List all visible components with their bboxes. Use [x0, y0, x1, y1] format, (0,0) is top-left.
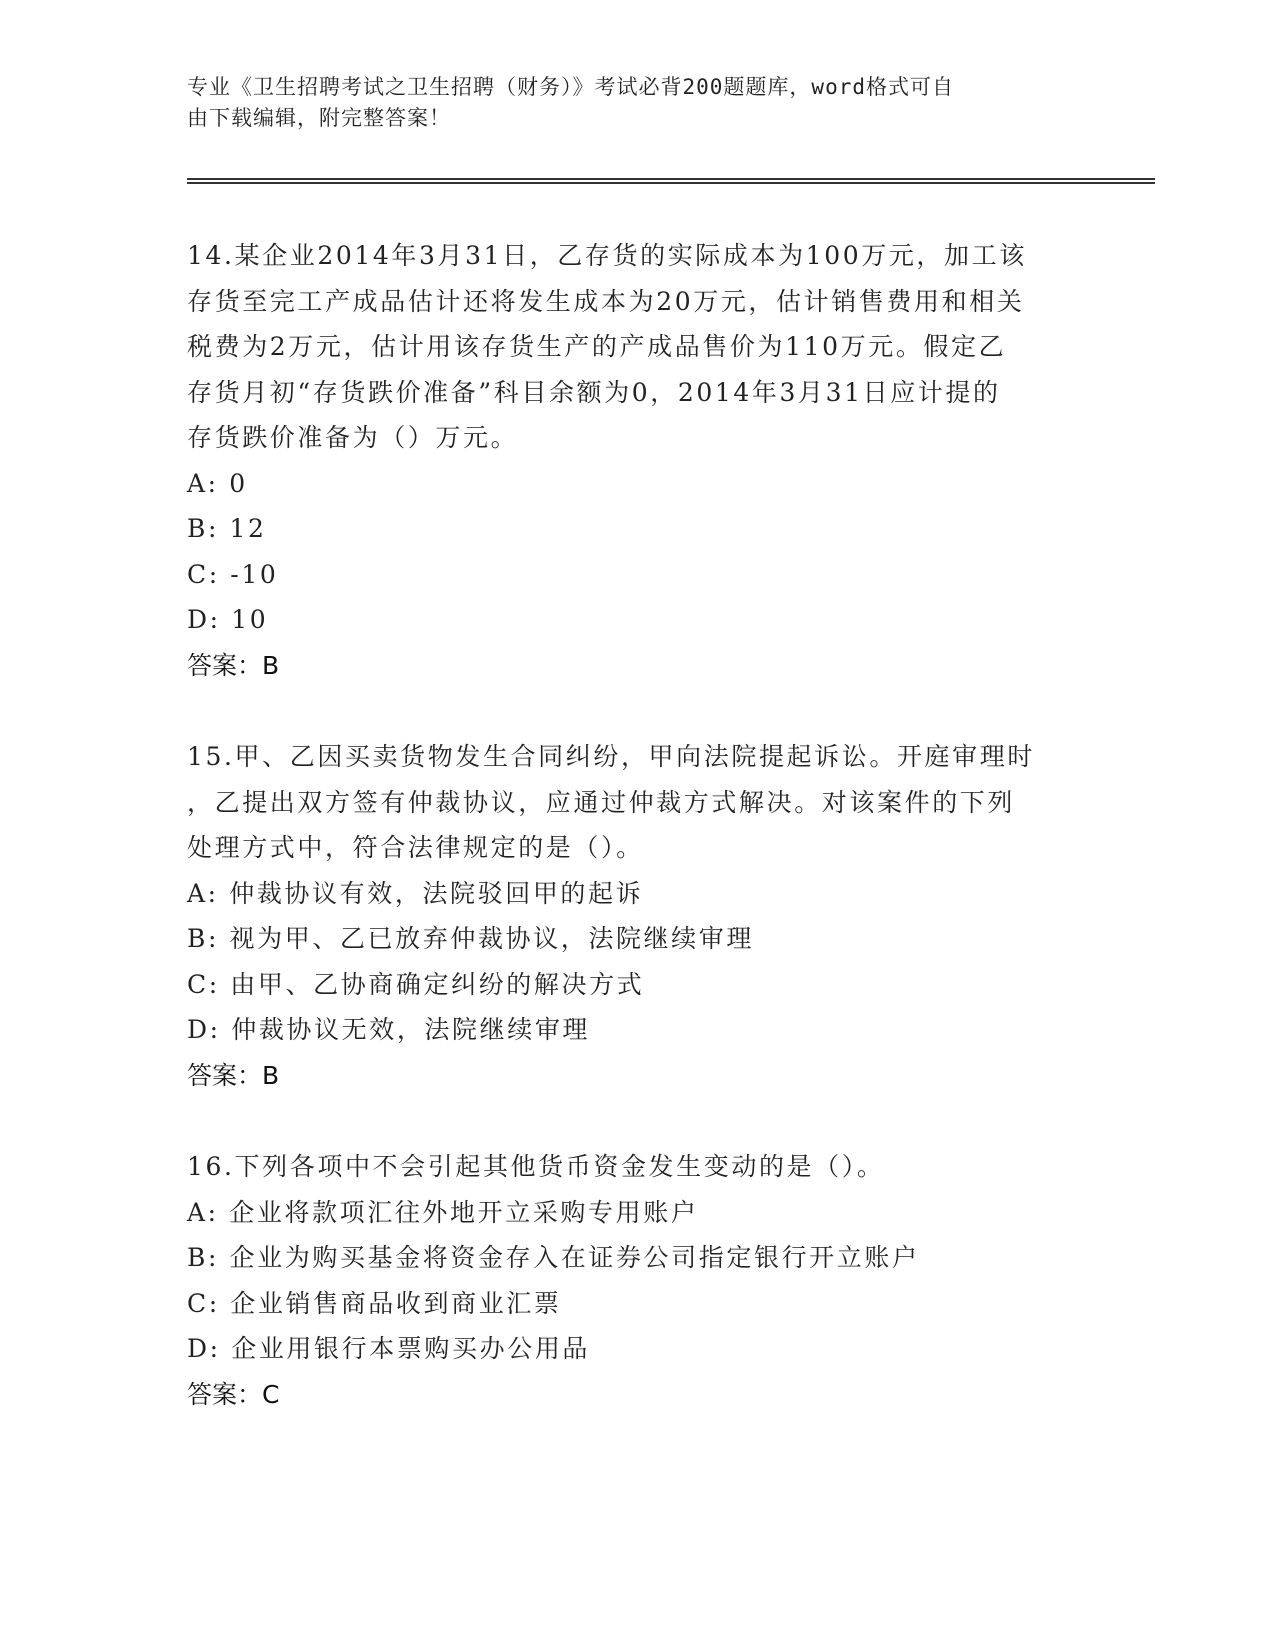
- header-line: 专业《卫生招聘考试之卫生招聘（财务）》考试必背200题题库，word格式可自: [187, 75, 954, 99]
- answer-label: 答案：B: [187, 650, 280, 680]
- answer-label: 答案：C: [187, 1379, 280, 1409]
- question-stem-line: 16.下列各项中不会引起其他货币资金发生变动的是（）。: [187, 1152, 885, 1181]
- option-c: C: -10: [187, 559, 279, 589]
- question-stem-line: 存货月初“存货跌价准备”科目余额为0，2014年3月31日应计提的: [187, 377, 1001, 407]
- question-stem-line: ，乙提出双方签有仲裁协议，应通过仲裁方式解决。对该案件的下列: [187, 787, 1016, 817]
- question-stem-line: 存货跌价准备为（）万元。: [187, 423, 519, 452]
- option-a: A: 企业将款项汇往外地开立采购专用账户: [187, 1197, 699, 1227]
- option-d: D: 10: [187, 605, 269, 634]
- header-divider: [187, 182, 1155, 184]
- header-divider: [187, 178, 1155, 180]
- option-b: B: 视为甲、乙已放弃仲裁协议，法院继续审理: [187, 924, 754, 953]
- option-b: B: 企业为购买基金将资金存入在证券公司指定银行开立账户: [187, 1243, 920, 1272]
- question-15: [187, 734, 1067, 1098]
- question-16: [187, 1144, 1067, 1417]
- question-stem-line: 存货至完工产成品估计还将发生成本为20万元，估计销售费用和相关: [187, 286, 1025, 316]
- option-b: B: 12: [187, 514, 267, 543]
- option-c: C: 由甲、乙协商确定纠纷的解决方式: [187, 969, 645, 999]
- question-stem-line: 处理方式中，符合法律规定的是（）。: [187, 833, 644, 862]
- header-line: 由下载编辑，附完整答案！: [187, 106, 451, 130]
- option-c: C: 企业销售商品收到商业汇票: [187, 1288, 562, 1318]
- question-stem-line: 15.甲、乙因买卖货物发生合同纠纷，甲向法院提起诉讼。开庭审理时: [187, 742, 1035, 771]
- option-a: A: 0: [187, 468, 248, 498]
- question-stem-line: 14.某企业2014年3月31日，乙存货的实际成本为100万元，加工该: [187, 241, 1027, 270]
- option-a: A: 仲裁协议有效，法院驳回甲的起诉: [187, 878, 644, 908]
- option-d: D: 仲裁协议无效，法院继续审理: [187, 1015, 591, 1044]
- document-header: [187, 72, 1067, 134]
- answer-label: 答案：B: [187, 1060, 280, 1090]
- question-stem-line: 税费为2万元，估计用该存货生产的产成品售价为110万元。假定乙: [187, 332, 1007, 361]
- option-d: D: 企业用银行本票购买办公用品: [187, 1334, 591, 1363]
- question-14: [187, 233, 1067, 688]
